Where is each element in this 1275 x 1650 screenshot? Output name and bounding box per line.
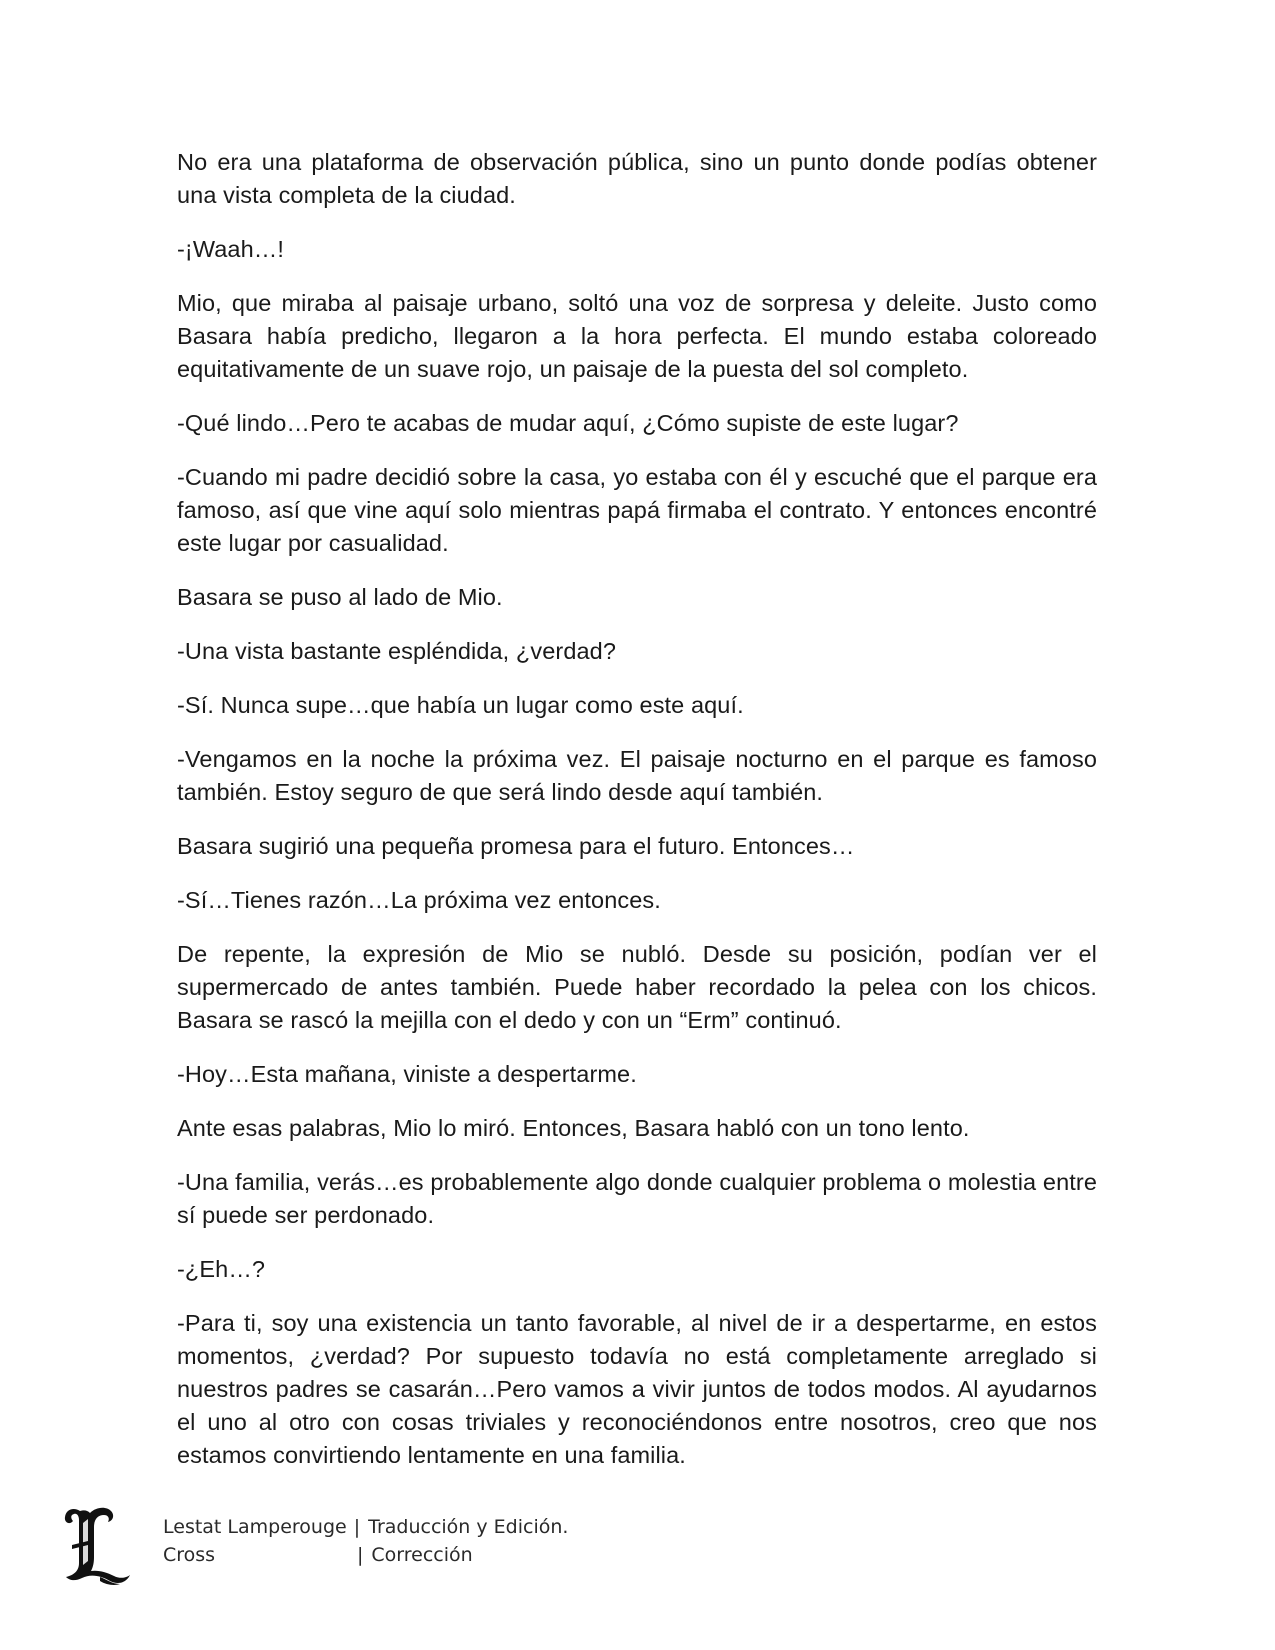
credit-role: Corrección (371, 1544, 473, 1566)
page-footer (60, 1505, 760, 1625)
credit-name: Lestat Lamperouge (163, 1516, 347, 1538)
paragraph: -Cuando mi padre decidió sobre la casa, yo estaba con él y escuché que el parque era famoso, así que vine aquí solo mientras papá firmaba el contrato. Y entonces encontré este lugar por casualidad. (177, 464, 1097, 556)
paragraph: De repente, la expresión de Mio se nubló. Desde su posición, podían ver el supermercado de antes también. Puede haber recordado la pelea con los chicos. Basara se rascó la mejilla con el dedo y con un “Erm” continuó. (177, 941, 1097, 1033)
credit-separator: | (357, 1544, 364, 1566)
credit-role: Traducción y Edición. (368, 1516, 569, 1538)
paragraph: Ante esas palabras, Mio lo miró. Entonces, Basara habló con un tono lento. (177, 1115, 970, 1141)
paragraph: No era una plataforma de observación pública, sino un punto donde podías obtener una vista completa de la ciudad. (177, 149, 1097, 208)
paragraph: Basara sugirió una pequeña promesa para el futuro. Entonces… (177, 833, 855, 859)
paragraph: -Sí…Tienes razón…La próxima vez entonces. (177, 887, 661, 913)
paragraph: -¡Waah…! (177, 236, 284, 262)
paragraph: Basara se puso al lado de Mio. (177, 584, 503, 610)
paragraph: -Sí. Nunca supe…que había un lugar como este aquí. (177, 692, 744, 718)
paragraph: -Vengamos en la noche la próxima vez. El paisaje nocturno en el parque es famoso también. Estoy seguro de que será lindo desde aquí también. (177, 746, 1097, 805)
paragraph: -Una vista bastante espléndida, ¿verdad? (177, 638, 617, 664)
paragraph: -Hoy…Esta mañana, viniste a despertarme. (177, 1061, 637, 1087)
paragraph: -Para ti, soy una existencia un tanto favorable, al nivel de ir a despertarme, en estos momentos, ¿verdad? Por supuesto todavía no está completamente arreglado si nuestros padres se casarán…Pero vamos a vivir juntos de todos modos. Al ayudarnos el uno al otro con cosas triviales y reconociéndonos entre nosotros, creo que nos estamos convirtiendo lentamente en una familia. (177, 1310, 1097, 1468)
credits-block (163, 1513, 568, 1569)
credit-separator: | (353, 1516, 361, 1538)
credit-row (163, 1513, 568, 1541)
paragraph: -Qué lindo…Pero te acabas de mudar aquí, ¿Cómo supiste de este lugar? (177, 410, 959, 436)
paragraph: -Una familia, verás…es probablemente algo donde cualquier problema o molestia entre sí puede ser perdonado. (177, 1169, 1097, 1228)
paragraph: -¿Eh…? (177, 1256, 266, 1282)
credit-name: Cross (163, 1544, 216, 1566)
paragraph: Mio, que miraba al paisaje urbano, soltó una voz de sorpresa y deleite. Justo como Basara había predicho, llegaron a la hora perfecta. El mundo estaba coloreado equitativamente de un suave rojo, un paisaje de la puesta del sol completo. (177, 290, 1097, 382)
gothic-L-logo-icon (60, 1505, 132, 1587)
credit-row (163, 1541, 568, 1569)
document-body (177, 146, 1097, 1493)
